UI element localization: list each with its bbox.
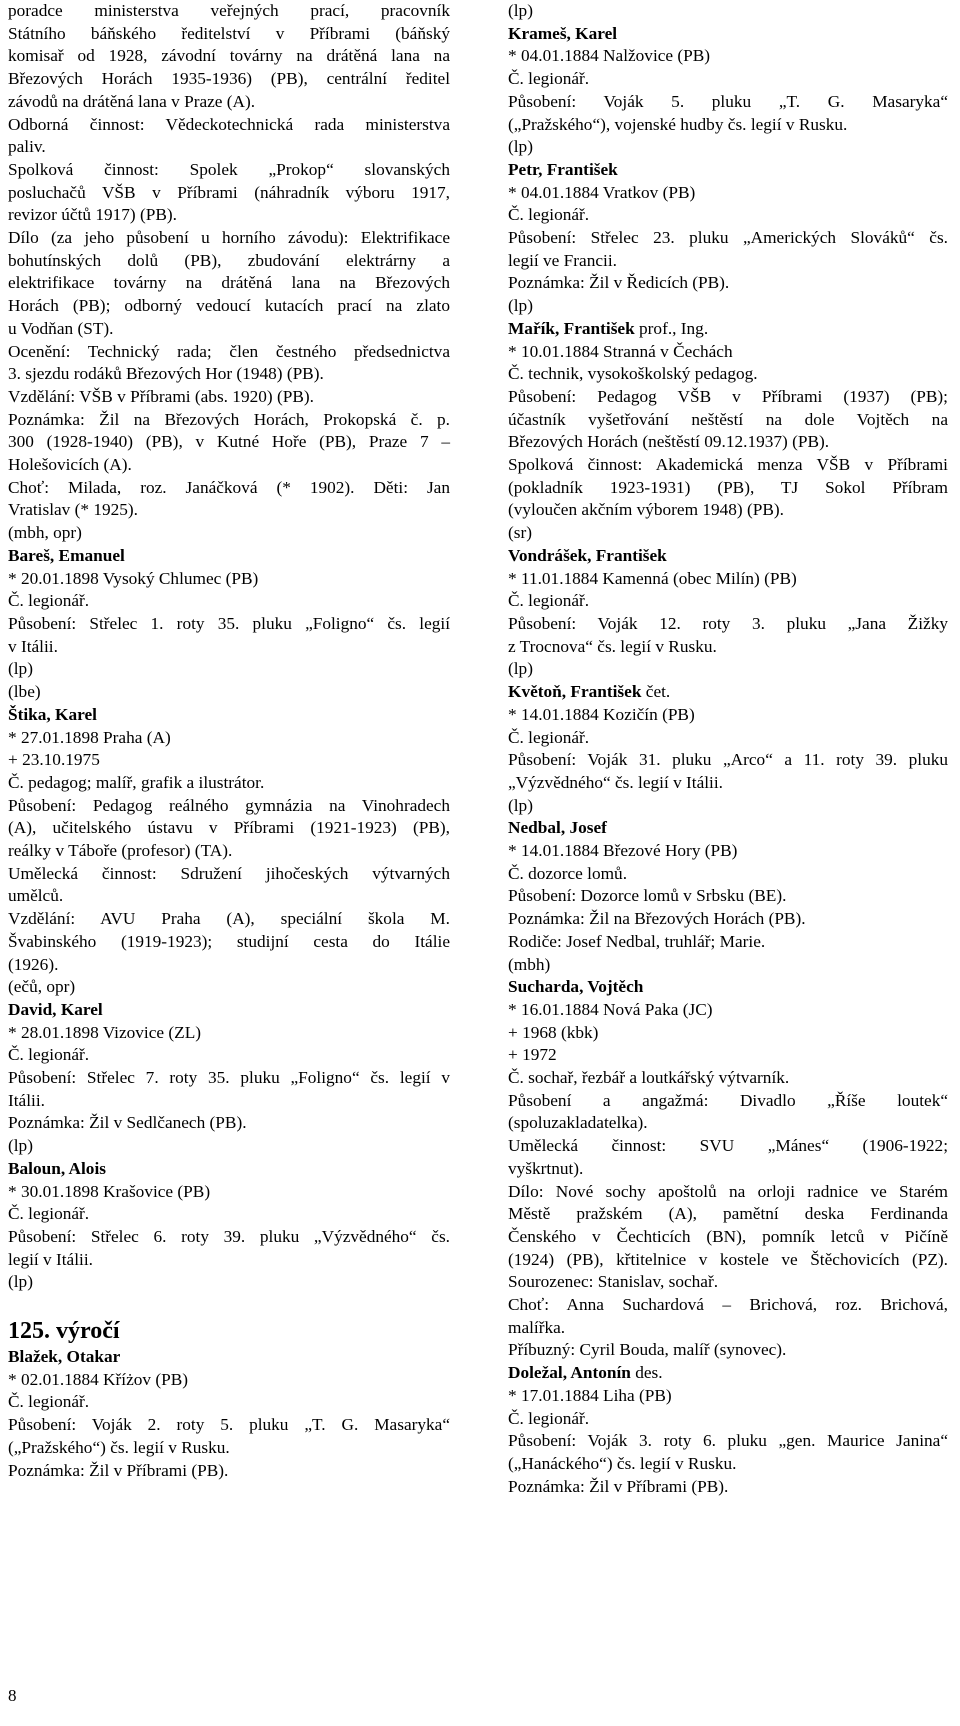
- text-line: [508, 658, 948, 681]
- line-text: Působení: Voják 12. roty 3. pluku „Jana Žižky: [508, 613, 948, 633]
- line-text: Poznámka: Žil na Březových Horách, Prokopská č. p.: [8, 409, 450, 429]
- line-text: Březových Horách (neštěstí 09.12.1937) (PB).: [508, 432, 830, 452]
- entry-name: [508, 545, 948, 568]
- line-text: Švabinského (1919-1923); studijní cesta do Itálie: [8, 931, 450, 951]
- text-line: [508, 1476, 948, 1499]
- entry-name: [8, 545, 450, 568]
- line-text: „Výzvědného“ čs. legií v Itálii.: [508, 772, 723, 792]
- text-line: [508, 863, 948, 886]
- text-line: [8, 681, 450, 704]
- line-text: Č. legionář.: [508, 69, 590, 89]
- line-text: Poznámka: Žil v Ředicích (PB).: [508, 273, 730, 293]
- entry-name-text: Baloun, Alois: [8, 1158, 106, 1178]
- entry-name-text: Bareš, Emanuel: [8, 545, 125, 565]
- text-line: [508, 227, 948, 250]
- entry-title-suffix: čet.: [641, 682, 671, 702]
- entry-name-text: Vondrášek, František: [508, 545, 667, 565]
- line-text: Městě pražském (A), pamětní deska Ferdinanda: [508, 1204, 948, 1224]
- text-line: [508, 45, 948, 68]
- line-text: (lp): [508, 795, 533, 815]
- text-line: [8, 954, 450, 977]
- line-text: umělců.: [8, 886, 64, 906]
- line-text: * 14.01.1884 Kozičín (PB): [508, 704, 695, 724]
- text-line: [8, 363, 450, 386]
- text-line: [8, 568, 450, 591]
- line-text: Působení: Pedagog VŠB v Příbrami (1937) (PB);: [508, 386, 948, 406]
- line-text: * 04.01.1884 Vratkov (PB): [508, 182, 696, 202]
- line-text: Č. legionář.: [8, 1204, 90, 1224]
- text-line: [8, 1090, 450, 1113]
- text-line: [8, 613, 450, 636]
- text-line: [8, 499, 450, 522]
- line-text: z Trocnova“ čs. legií v Rusku.: [508, 636, 717, 656]
- line-text: legií v Itálii.: [8, 1249, 93, 1269]
- line-text: Č. legionář.: [8, 1392, 90, 1412]
- entry-title-suffix: des.: [630, 1363, 663, 1383]
- line-text: (A), učitelského ústavu v Příbrami (1921-1923) (PB),: [8, 818, 450, 838]
- text-line: [8, 45, 450, 68]
- entry-name-text: Petr, František: [508, 159, 618, 179]
- text-line: [508, 1044, 948, 1067]
- text-line: [8, 136, 450, 159]
- line-text: malířka.: [508, 1317, 566, 1337]
- entry-name-text: Nedbal, Josef: [508, 818, 607, 838]
- line-text: Vratislav (* 1925).: [8, 500, 138, 520]
- text-line: [8, 182, 450, 205]
- entry-name: [508, 817, 948, 840]
- text-line: [508, 363, 948, 386]
- text-line: [508, 1339, 948, 1362]
- text-line: [8, 795, 450, 818]
- line-text: * 16.01.1884 Nová Paka (JC): [508, 999, 713, 1019]
- line-text: (1926).: [8, 954, 59, 974]
- line-text: u Vodňan (ST).: [8, 318, 114, 338]
- section-heading: [8, 1316, 450, 1346]
- line-text: * 28.01.1898 Vizovice (ZL): [8, 1022, 202, 1042]
- entry-name: [508, 159, 948, 182]
- line-text: * 02.01.1884 Kříżov (PB): [8, 1369, 189, 1389]
- line-text: v Itálii.: [8, 636, 58, 656]
- text-line: [8, 840, 450, 863]
- line-text: (vyloučen akčním výborem 1948) (PB).: [508, 500, 784, 520]
- line-text: 300 (1928-1940) (PB), v Kutné Hoře (PB), Praze 7 –: [8, 432, 450, 452]
- line-text: Holešovicích (A).: [8, 455, 132, 475]
- line-text: („Hanáckého“) čs. legií v Rusku.: [508, 1454, 737, 1473]
- line-text: * 04.01.1884 Nalžovice (PB): [508, 46, 711, 66]
- line-text: Působení: Voják 5. pluku „T. G. Masaryka“: [508, 91, 948, 111]
- text-line: [508, 1430, 948, 1453]
- line-text: Poznámka: Žil na Březových Horách (PB).: [508, 909, 806, 929]
- line-text: Č. pedagog; malíř, grafik a ilustrátor.: [8, 772, 265, 792]
- text-line: [508, 1226, 948, 1249]
- line-text: (pokladník 1923-1931) (PB), TJ Sokol Příbram: [508, 477, 948, 497]
- line-text: (lp): [8, 1272, 33, 1292]
- line-text: posluchačů VŠB v Příbrami (náhradník výboru 1917,: [8, 182, 450, 202]
- line-text: Spolková činnost: Spolek „Prokop“ slovanských: [8, 159, 450, 179]
- line-text: Spolková činnost: Akademická menza VŠB v Příbrami: [508, 455, 948, 475]
- text-line: [508, 1385, 948, 1408]
- line-text: legií ve Francii.: [508, 250, 617, 270]
- text-line: [508, 272, 948, 295]
- line-text: závodů na drátěná lana v Praze (A).: [8, 91, 256, 111]
- line-text: Působení: Střelec 23. pluku „Amerických Slováků“ čs.: [508, 228, 948, 248]
- text-line: [508, 91, 948, 114]
- line-text: (spoluzakladatelka).: [508, 1113, 648, 1133]
- text-line: [508, 477, 948, 500]
- line-text: Poznámka: Žil v Příbrami (PB).: [508, 1476, 729, 1496]
- line-text: + 1968 (kbk): [508, 1022, 599, 1042]
- line-text: Působení: Pedagog reálného gymnázia na Vinohradech: [8, 795, 450, 815]
- text-line: [508, 386, 948, 409]
- text-line: [8, 590, 450, 613]
- line-text: (lp): [8, 1136, 33, 1156]
- text-line: [508, 499, 948, 522]
- text-line: [508, 295, 948, 318]
- text-line: [508, 1453, 948, 1476]
- line-text: Č. dozorce lomů.: [508, 863, 628, 883]
- line-text: Č. technik, vysokoškolský pedagog.: [508, 364, 758, 384]
- line-text: (lp): [508, 137, 533, 157]
- text-line: [8, 386, 450, 409]
- text-line: [508, 1135, 948, 1158]
- text-line: [8, 1067, 450, 1090]
- text-line: [8, 863, 450, 886]
- text-line: [508, 409, 948, 432]
- text-line: [508, 613, 948, 636]
- text-line: [508, 795, 948, 818]
- line-text: revizor účtů 1917) (PB).: [8, 205, 177, 225]
- text-line: [8, 1135, 450, 1158]
- text-line: [8, 1112, 450, 1135]
- text-line: [8, 250, 450, 273]
- text-line: [8, 931, 450, 954]
- line-text: Choť: Anna Suchardová – Brichová, roz. Brichová,: [508, 1295, 948, 1315]
- line-text: vyškrtnut).: [508, 1158, 584, 1178]
- text-line: [8, 908, 450, 931]
- text-line: [508, 1181, 948, 1204]
- line-text: (lp): [8, 659, 33, 679]
- text-line: [8, 636, 450, 659]
- text-line: [508, 454, 948, 477]
- text-line: [8, 885, 450, 908]
- left-column: [8, 0, 450, 1482]
- line-text: Umělecká činnost: SVU „Mánes“ (1906-1922;: [508, 1136, 948, 1156]
- text-line: [508, 568, 948, 591]
- page-number: 8: [8, 1686, 17, 1705]
- line-text: 125. výročí: [8, 1318, 120, 1345]
- text-line: [508, 999, 948, 1022]
- line-text: * 17.01.1884 Liha (PB): [508, 1385, 672, 1405]
- text-line: [8, 272, 450, 295]
- text-line: [508, 1022, 948, 1045]
- text-line: [508, 68, 948, 91]
- entry-name-text: David, Karel: [8, 999, 103, 1019]
- text-line: [508, 204, 948, 227]
- entry-name-text: Blažek, Otakar: [8, 1347, 121, 1367]
- text-line: [508, 840, 948, 863]
- line-text: Sourozenec: Stanislav, sochař.: [508, 1272, 719, 1292]
- line-text: * 30.01.1898 Krašovice (PB): [8, 1181, 211, 1201]
- text-line: [8, 1181, 450, 1204]
- text-line: [508, 1317, 948, 1340]
- text-line: [508, 749, 948, 772]
- line-text: poradce ministerstva veřejných prací, pracovník: [8, 1, 450, 20]
- text-line: [8, 295, 450, 318]
- line-text: Umělecká činnost: Sdružení jihočeských výtvarných: [8, 863, 450, 883]
- text-line: [508, 931, 948, 954]
- right-column: [508, 0, 948, 1498]
- line-text: Č. legionář.: [508, 727, 590, 747]
- line-text: (lp): [508, 659, 533, 679]
- line-text: (lp): [508, 296, 533, 316]
- text-line: [8, 0, 450, 23]
- line-text: komisař od 1928, závodní továrny na drátěná lana na: [8, 46, 450, 66]
- entry-name: [508, 23, 948, 46]
- line-text: Působení: Střelec 1. roty 35. pluku „Foligno“ čs. legií: [8, 613, 450, 633]
- line-text: Poznámka: Žil v Sedlčanech (PB).: [8, 1113, 247, 1133]
- text-line: [508, 885, 948, 908]
- text-line: [8, 91, 450, 114]
- text-line: [8, 1437, 450, 1460]
- text-line: [508, 908, 948, 931]
- text-line: [508, 1249, 948, 1272]
- text-line: [508, 136, 948, 159]
- text-line: [8, 409, 450, 432]
- line-text: Působení: Voják 2. roty 5. pluku „T. G. Masaryka“: [8, 1415, 450, 1435]
- text-line: [508, 1090, 948, 1113]
- text-line: [8, 1249, 450, 1272]
- text-line: [508, 1294, 948, 1317]
- line-text: Rodiče: Josef Nedbal, truhlář; Marie.: [508, 931, 766, 951]
- entry-name: [508, 1362, 948, 1385]
- entry-name: [508, 976, 948, 999]
- text-line: [8, 431, 450, 454]
- text-line: [508, 1271, 948, 1294]
- text-line: [8, 1203, 450, 1226]
- line-text: Poznámka: Žil v Příbrami (PB).: [8, 1460, 229, 1480]
- entry-name: [8, 999, 450, 1022]
- text-line: [508, 590, 948, 613]
- line-text: Horách (PB); odborný vedoucí kutacích prací na zlato: [8, 296, 450, 316]
- line-text: (lbe): [8, 682, 41, 702]
- text-line: [508, 704, 948, 727]
- line-text: (1924) (PB), křtitelnice v kostele ve Štěchovicích (PZ).: [508, 1249, 948, 1269]
- line-text: Č. legionář.: [508, 205, 590, 225]
- text-line: [508, 431, 948, 454]
- entry-title-suffix: prof., Ing.: [634, 318, 709, 338]
- line-text: 3. sjezdu rodáků Březových Hor (1948) (PB).: [8, 364, 324, 384]
- line-text: Březových Horách 1935-1936) (PB), centrální ředitel: [8, 69, 450, 89]
- text-line: [8, 68, 450, 91]
- text-line: [508, 0, 948, 23]
- line-text: Čenského v Čechticích (BN), pomník letců v Pičíně: [508, 1226, 948, 1246]
- line-text: (mbh): [508, 954, 551, 974]
- text-line: [8, 1271, 450, 1294]
- entry-name-text: Mařík, František: [508, 318, 635, 338]
- line-text: paliv.: [8, 137, 46, 157]
- line-text: Ocenění: Technický rada; člen čestného předsednictva: [8, 341, 450, 361]
- line-text: Itálii.: [8, 1090, 45, 1110]
- line-text: účastník vyšetřování neštěstí na dole Vojtěch na: [508, 409, 948, 429]
- line-text: Č. legionář.: [508, 1408, 590, 1428]
- line-text: (mbh, opr): [8, 523, 82, 543]
- text-line: [8, 727, 450, 750]
- text-line: [508, 1158, 948, 1181]
- text-line: [508, 636, 948, 659]
- line-text: Státního báňského ředitelství v Příbrami (báňský: [8, 23, 450, 43]
- line-text: Působení: Střelec 6. roty 39. pluku „Výzvědného“ čs.: [8, 1226, 450, 1246]
- line-text: Vzdělání: VŠB v Příbrami (abs. 1920) (PB).: [8, 386, 314, 406]
- entry-name-text: Květoň, František: [508, 682, 642, 702]
- line-text: Č. sochař, řezbář a loutkářský výtvarník.: [508, 1068, 790, 1088]
- text-line: [508, 182, 948, 205]
- text-line: [8, 1391, 450, 1414]
- line-text: Působení: Střelec 7. roty 35. pluku „Foligno“ čs. legií v: [8, 1068, 450, 1088]
- entry-name-text: Krameš, Karel: [508, 23, 618, 43]
- text-line: [8, 522, 450, 545]
- text-line: [508, 1203, 948, 1226]
- line-text: (ečů, opr): [8, 977, 76, 997]
- text-line: [8, 658, 450, 681]
- line-text: Vzdělání: AVU Praha (A), speciální škola M.: [8, 909, 450, 929]
- text-line: [508, 772, 948, 795]
- text-line: [8, 204, 450, 227]
- text-line: [8, 749, 450, 772]
- text-line: [508, 1067, 948, 1090]
- line-text: Č. legionář.: [8, 1045, 90, 1065]
- text-line: [8, 1022, 450, 1045]
- text-line: [508, 522, 948, 545]
- text-line: [8, 114, 450, 137]
- text-line: [8, 817, 450, 840]
- text-line: [8, 1414, 450, 1437]
- line-text: reálky v Táboře (profesor) (TA).: [8, 841, 233, 861]
- entry-name: [8, 1158, 450, 1181]
- text-line: [8, 454, 450, 477]
- entry-name-text: Sucharda, Vojtěch: [508, 977, 644, 997]
- entry-name: [8, 1346, 450, 1369]
- entry-name-text: Štika, Karel: [8, 704, 97, 724]
- text-line: [508, 727, 948, 750]
- entry-name: [508, 318, 948, 341]
- line-text: + 1972: [508, 1045, 557, 1065]
- line-text: * 20.01.1898 Vysoký Chlumec (PB): [8, 568, 259, 588]
- text-line: [508, 114, 948, 137]
- text-line: [8, 1369, 450, 1392]
- line-text: Odborná činnost: Vědeckotechnická rada ministerstva: [8, 114, 450, 134]
- text-line: [8, 1226, 450, 1249]
- line-text: Č. legionář.: [8, 591, 90, 611]
- text-line: [508, 250, 948, 273]
- line-text: * 11.01.1884 Kamenná (obec Milín) (PB): [508, 568, 797, 588]
- line-text: * 10.01.1884 Stranná v Čechách: [508, 341, 733, 361]
- line-text: Působení a angažmá: Divadlo „Říše loutek“: [508, 1090, 948, 1110]
- line-text: bohutínských dolů (PB), zbudování elektrárny a: [8, 250, 450, 270]
- text-line: [8, 159, 450, 182]
- line-text: * 27.01.1898 Praha (A): [8, 727, 171, 747]
- text-line: [8, 477, 450, 500]
- line-text: Příbuzný: Cyril Bouda, malíř (synovec).: [508, 1340, 787, 1360]
- line-text: Dílo: Nové sochy apoštolů na orloji radnice ve Starém: [508, 1181, 948, 1201]
- text-line: [8, 1460, 450, 1483]
- text-line: [8, 976, 450, 999]
- spacer: [8, 1294, 450, 1316]
- line-text: Č. legionář.: [508, 591, 590, 611]
- line-text: Působení: Voják 31. pluku „Arco“ a 11. roty 39. pluku: [508, 750, 948, 770]
- line-text: (lp): [508, 1, 533, 20]
- line-text: („Pražského“) čs. legií v Rusku.: [8, 1437, 230, 1457]
- text-line: [8, 318, 450, 341]
- entry-name-text: Doležal, Antonín: [508, 1363, 631, 1383]
- line-text: Působení: Voják 3. roty 6. pluku „gen. Maurice Janina“: [508, 1431, 948, 1451]
- text-line: [8, 341, 450, 364]
- line-text: Dílo (za jeho působení u horního závodu): Elektrifikace: [8, 228, 450, 248]
- text-line: [8, 23, 450, 46]
- line-text: („Pražského“), vojenské hudby čs. legií v Rusku.: [508, 114, 848, 134]
- line-text: + 23.10.1975: [8, 750, 100, 770]
- text-line: [8, 772, 450, 795]
- text-line: [508, 1408, 948, 1431]
- line-text: Choť: Milada, roz. Janáčková (* 1902). Děti: Jan: [8, 477, 450, 497]
- line-text: elektrifikace továrny na drátěná lana na Březových: [8, 273, 450, 293]
- entry-name: [508, 681, 948, 704]
- text-line: [508, 954, 948, 977]
- text-line: [8, 227, 450, 250]
- line-text: Působení: Dozorce lomů v Srbsku (BE).: [508, 886, 787, 906]
- entry-name: [8, 704, 450, 727]
- text-line: [508, 1112, 948, 1135]
- line-text: * 14.01.1884 Březové Hory (PB): [508, 841, 738, 861]
- text-line: [508, 341, 948, 364]
- text-line: [8, 1044, 450, 1067]
- line-text: (sr): [508, 523, 532, 543]
